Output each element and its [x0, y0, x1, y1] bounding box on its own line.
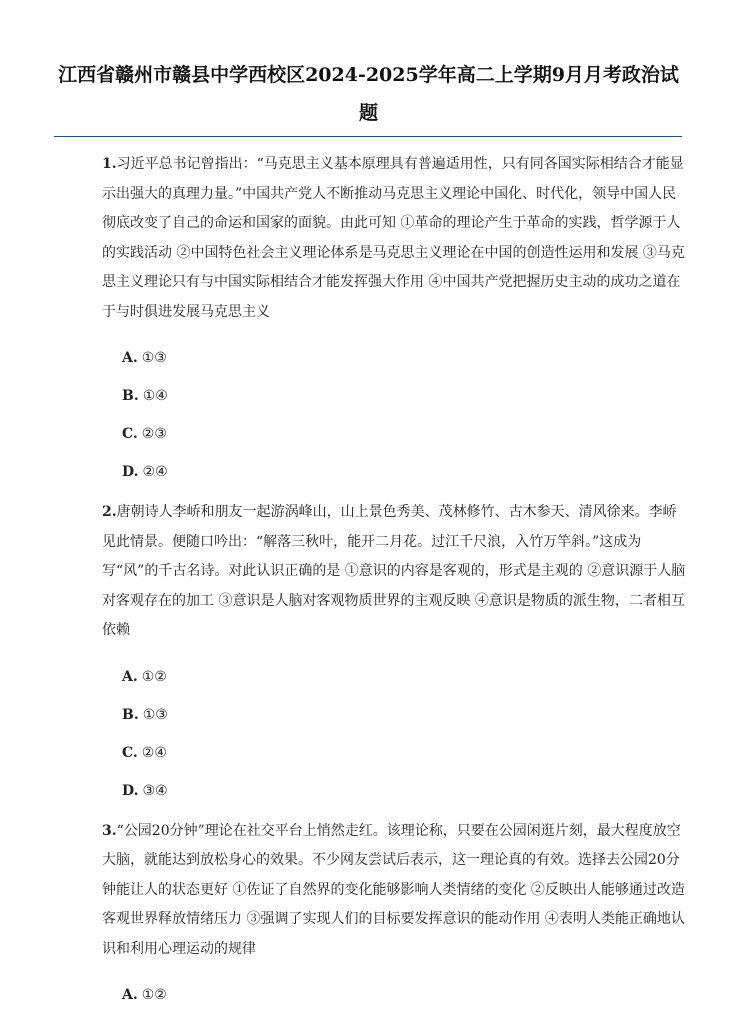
option-a: [122, 976, 687, 1014]
option-value: ①③: [141, 350, 167, 366]
question-number: 3.: [102, 822, 117, 839]
option-value: ①③: [142, 706, 168, 723]
option-d: [122, 772, 687, 810]
title-divider: [54, 136, 682, 137]
question-number: 2.: [102, 504, 117, 520]
question-text: 唐朝诗人李峤和朋友一起游涡峰山，山上景色秀美、茂林修竹、古木参天、清风徐来。李峤见此情景。便随口吟出：“解落三秋叶，能开二月花。过江千尺浪，入竹万竿斜。”这成为写“风”的千古名诗。对此认识正确的是 ①意识的内容是客观的，形式是主观的 ②意识源于人脑对客观存在的加工 ③意识是人脑对客观物质世界的主观反映 ④意识是物质的派生物，二者相互依赖: [102, 504, 686, 638]
question-text: 习近平总书记曾指出：“马克思主义基本原理具有普遍适用性，只有同各国实际相结合才能显示出强大的真理力量。”中国共产党人不断推动马克思主义理论中国化、时代化，领导中国人民彻底改变了自己的命运和国家的面貌。由此可知 ①革命的理论产生于革命的实践，哲学源于人的实践活动 ②中国特色社会主义理论体系是马克思主义理论在中国的创造性运用和发展 ③马克思主义理论只有与中国实际相结合才能发挥强大作用 ④中国共产党把握历史主动的成功之道在于与时俱进发展马克思主义: [102, 156, 685, 320]
question-text: “公园20分钟”理论在社交平台上悄然走红。该理论称，只要在公园闲逛片刻，最大程度放空大脑，就能达到放松身心的效果。不少网友尝试后表示，这一理论真的有效。选择去公园20分钟能让人的状态更好 ①佐证了自然界的变化能够影响人类情绪的变化 ②反映出人能够通过改造客观世界释放情绪压力 ③强调了实现人们的目标要发挥意识的能动作用 ④表明人类能正确地认识和利用心理运动的规律: [102, 822, 685, 957]
option-letter: C.: [122, 744, 138, 761]
option-letter: D.: [122, 782, 139, 799]
option-letter: B.: [122, 388, 139, 404]
option-value: ②④: [142, 464, 168, 480]
option-letter: A.: [122, 987, 138, 1003]
question-list: [102, 150, 687, 1014]
question-number: 1.: [102, 156, 117, 172]
option-c: [122, 415, 687, 453]
option-list: [102, 976, 687, 1014]
option-letter: B.: [122, 706, 139, 723]
option-c: [122, 734, 687, 772]
option-letter: C.: [122, 426, 138, 442]
option-value: ②④: [141, 744, 167, 761]
option-list: [102, 658, 687, 810]
option-value: ②③: [141, 426, 167, 442]
option-a: [122, 658, 687, 696]
option-letter: A.: [122, 350, 138, 366]
page-title: 江西省赣州市赣县中学西校区2024-2025学年高二上学期9月月考政治试题: [58, 64, 679, 124]
option-b: [122, 696, 687, 734]
question-1: [102, 150, 687, 491]
option-letter: D.: [122, 464, 139, 480]
question-stem: [102, 817, 687, 965]
option-b: [122, 377, 687, 415]
option-value: ①②: [141, 987, 167, 1003]
option-d: [122, 453, 687, 491]
option-value: ①④: [142, 388, 168, 404]
option-letter: A.: [122, 668, 138, 685]
question-2: [102, 498, 687, 810]
option-value: ③④: [142, 782, 168, 799]
question-stem: [102, 498, 687, 646]
option-value: ①②: [141, 668, 167, 685]
option-a: [122, 339, 687, 377]
question-stem: [102, 150, 687, 327]
question-3: [102, 817, 687, 1015]
option-list: [102, 339, 687, 491]
